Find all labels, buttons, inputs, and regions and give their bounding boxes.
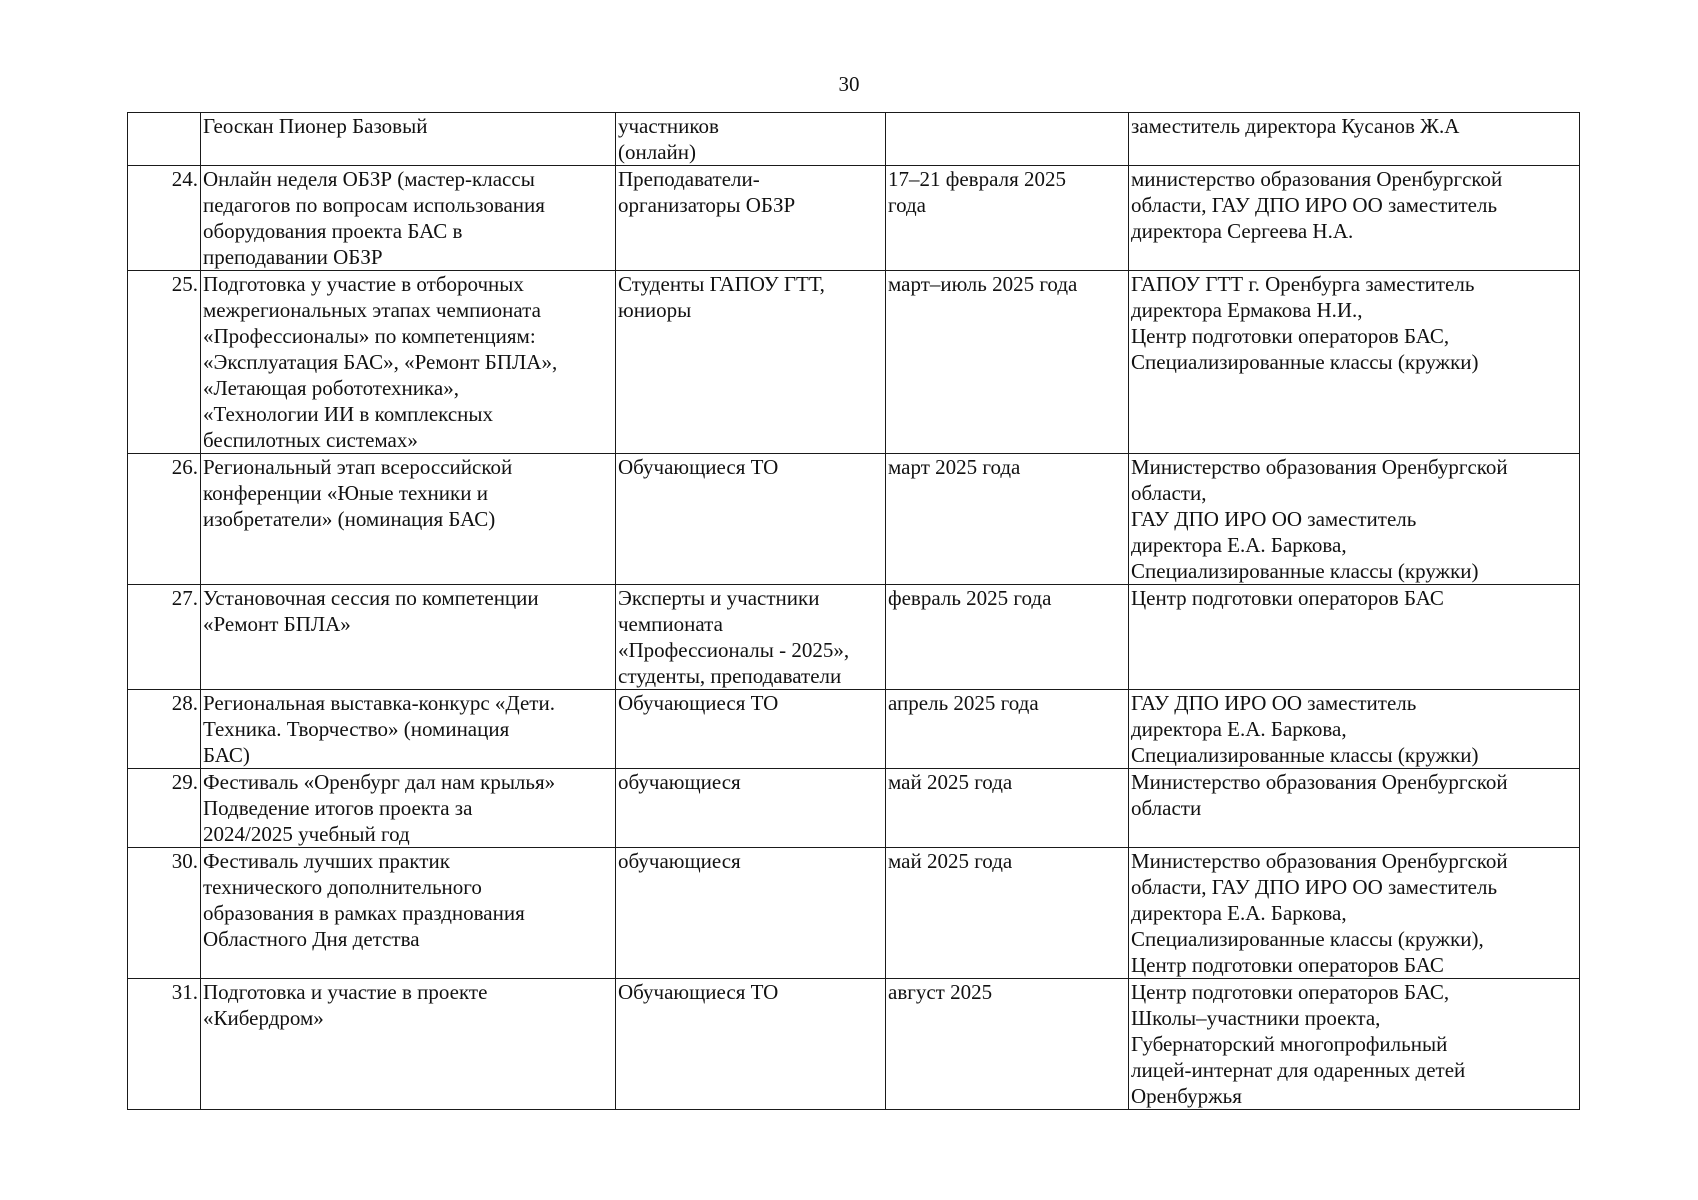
event-participants: Обучающиеся ТО (616, 454, 886, 585)
event-responsible: Центр подготовки операторов БАС, Школы–участники проекта, Губернаторский многопрофильный лицей-интернат для одаренных детей Оренбуржья (1129, 979, 1580, 1110)
table-row (128, 848, 1580, 979)
row-number: 29. (128, 769, 201, 848)
event-responsible: Министерство образования Оренбургской области, ГАУ ДПО ИРО ОО заместитель директора Е.А. Баркова, Специализированные классы (кружки), Центр подготовки операторов БАС (1129, 848, 1580, 979)
event-date: май 2025 года (886, 848, 1129, 979)
row-number: 26. (128, 454, 201, 585)
event-date: март 2025 года (886, 454, 1129, 585)
table-row (128, 113, 1580, 166)
event-date: август 2025 (886, 979, 1129, 1110)
event-name: Фестиваль «Оренбург дал нам крылья» Подведение итогов проекта за 2024/2025 учебный год (201, 769, 616, 848)
row-number: 25. (128, 271, 201, 454)
event-name: Фестиваль лучших практик технического дополнительного образования в рамках празднования Областного Дня детства (201, 848, 616, 979)
event-date: февраль 2025 года (886, 585, 1129, 690)
row-number: 28. (128, 690, 201, 769)
event-date: апрель 2025 года (886, 690, 1129, 769)
row-number: 27. (128, 585, 201, 690)
table-row (128, 166, 1580, 271)
event-name: Установочная сессия по компетенции «Ремонт БПЛА» (201, 585, 616, 690)
row-number: 30. (128, 848, 201, 979)
table-row (128, 769, 1580, 848)
event-date (886, 113, 1129, 166)
table-row (128, 979, 1580, 1110)
event-participants: участников (онлайн) (616, 113, 886, 166)
event-participants: Преподаватели- организаторы ОБЗР (616, 166, 886, 271)
event-name: Региональная выставка-конкурс «Дети. Техника. Творчество» (номинация БАС) (201, 690, 616, 769)
event-responsible: Министерство образования Оренбургской области (1129, 769, 1580, 848)
table-row (128, 690, 1580, 769)
event-name: Региональный этап всероссийской конференции «Юные техники и изобретатели» (номинация БАС) (201, 454, 616, 585)
event-participants: обучающиеся (616, 848, 886, 979)
row-number: 24. (128, 166, 201, 271)
event-date: 17–21 февраля 2025 года (886, 166, 1129, 271)
row-number (128, 113, 201, 166)
event-participants: обучающиеся (616, 769, 886, 848)
event-participants: Студенты ГАПОУ ГТТ, юниоры (616, 271, 886, 454)
page-number: 30 (838, 72, 860, 96)
event-participants: Эксперты и участники чемпионата «Профессионалы - 2025», студенты, преподаватели (616, 585, 886, 690)
event-responsible: ГАУ ДПО ИРО ОО заместитель директора Е.А. Баркова, Специализированные классы (кружки) (1129, 690, 1580, 769)
events-table (127, 112, 1580, 1110)
event-name: Онлайн неделя ОБЗР (мастер-классы педагогов по вопросам использования оборудования проекта БАС в преподавании ОБЗР (201, 166, 616, 271)
event-responsible: ГАПОУ ГТТ г. Оренбурга заместитель директора Ермакова Н.И., Центр подготовки операторов БАС, Специализированные классы (кружки) (1129, 271, 1580, 454)
event-name: Подготовка и участие в проекте «Кибердром» (201, 979, 616, 1110)
event-date: май 2025 года (886, 769, 1129, 848)
event-participants: Обучающиеся ТО (616, 979, 886, 1110)
event-responsible: заместитель директора Кусанов Ж.А (1129, 113, 1580, 166)
table-row (128, 271, 1580, 454)
row-number: 31. (128, 979, 201, 1110)
table-row (128, 454, 1580, 585)
table-row (128, 585, 1580, 690)
event-responsible: Министерство образования Оренбургской области, ГАУ ДПО ИРО ОО заместитель директора Е.А. Баркова, Специализированные классы (кружки) (1129, 454, 1580, 585)
event-responsible: Центр подготовки операторов БАС (1129, 585, 1580, 690)
event-participants: Обучающиеся ТО (616, 690, 886, 769)
event-date: март–июль 2025 года (886, 271, 1129, 454)
event-responsible: министерство образования Оренбургской области, ГАУ ДПО ИРО ОО заместитель директора Сергеева Н.А. (1129, 166, 1580, 271)
event-name: Подготовка у участие в отборочных межрегиональных этапах чемпионата «Профессионалы» по компетенциям: «Эксплуатация БАС», «Ремонт БПЛА», «Летающая робототехника», «Технологии ИИ в комплексных беспилотных системах» (201, 271, 616, 454)
event-name: Геоскан Пионер Базовый (201, 113, 616, 166)
